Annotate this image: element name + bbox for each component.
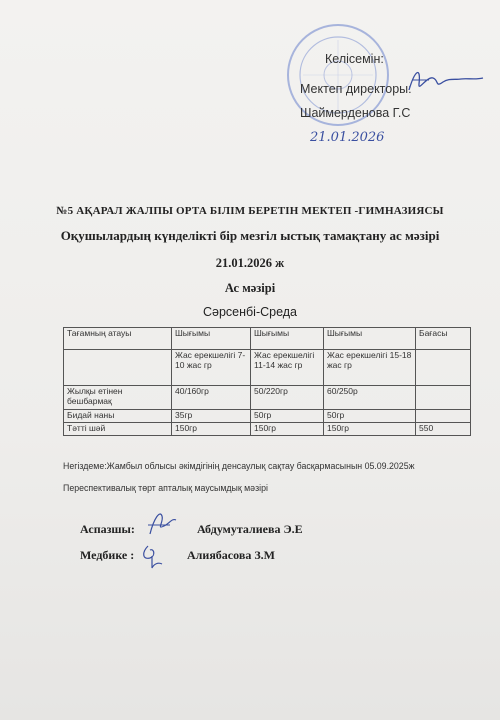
director-signature (405, 62, 485, 98)
table-cell: 60/250р (324, 386, 416, 410)
table-cell: Жас ерекшелігі 11-14 жас гр (251, 350, 324, 386)
table-cell: 50гр (324, 410, 416, 423)
nurse-label: Медбике : (80, 548, 135, 562)
school-name: №5 АҚАРАЛ ЖАЛПЫ ОРТА БІЛІМ БЕРЕТІН МЕКТЕП -ГИМНАЗИЯСЫ (56, 205, 444, 217)
table-header: Шығымы (251, 328, 324, 350)
approval-position: Мектеп директоры: (300, 82, 412, 96)
table-cell: Бидай наны (64, 410, 172, 423)
document-title: Оқушылардың күнделікті бір мезгіл ыстық тамақтану ас мәзірі (60, 228, 440, 243)
basis-note: Негіздеме:Жамбыл облысы әкімдігінің денсаулық сақтау басқармасынын 05.09.2025ж (63, 461, 415, 471)
cook-name: Абдумуталиева Э.Е (197, 522, 303, 536)
table-cell: 50/220гр (251, 386, 324, 410)
menu-table (63, 327, 471, 436)
document-date: 21.01.2026 ж (215, 256, 285, 270)
table-age-row (64, 350, 471, 386)
table-cell (416, 410, 471, 423)
menu-title: Ас мәзірі (224, 281, 276, 295)
table-cell: Тәтті шәй (64, 422, 172, 435)
table-header: Шығымы (172, 328, 251, 350)
table-row (64, 410, 471, 423)
nurse-name: Алиябасова З.М (187, 548, 275, 562)
table-cell: 150гр (251, 422, 324, 435)
approval-name: Шаймерденова Г.С (300, 106, 411, 120)
table-cell: 150гр (172, 422, 251, 435)
approval-label: Келісемін: (325, 52, 384, 66)
table-cell: Жылқы етінен бешбармақ (64, 386, 172, 410)
nurse-signature (140, 542, 166, 570)
table-cell: 150гр (324, 422, 416, 435)
table-row (64, 422, 471, 435)
table-header-row (64, 328, 471, 350)
table-header: Бағасы (416, 328, 471, 350)
table-cell (416, 386, 471, 410)
cook-label: Аспазшы: (80, 522, 135, 536)
table-header: Тағамның атауы (64, 328, 172, 350)
table-cell (64, 350, 172, 386)
table-header: Шығымы (324, 328, 416, 350)
table-cell: Жас ерекшелігі 7-10 жас гр (172, 350, 251, 386)
perspective-note: Переспективалық төрт апталық маусымдық мәзірі (63, 483, 268, 493)
table-row (64, 386, 471, 410)
table-cell: Жас ерекшелігі 15-18 жас гр (324, 350, 416, 386)
day-of-week: Сәрсенбі-Среда (202, 305, 298, 319)
table-cell: 35гр (172, 410, 251, 423)
table-cell: 550 (416, 422, 471, 435)
table-cell (416, 350, 471, 386)
approval-date: 21.01.2026 (310, 130, 385, 145)
table-cell: 40/160гр (172, 386, 251, 410)
cook-signature (146, 508, 180, 538)
table-cell: 50гр (251, 410, 324, 423)
